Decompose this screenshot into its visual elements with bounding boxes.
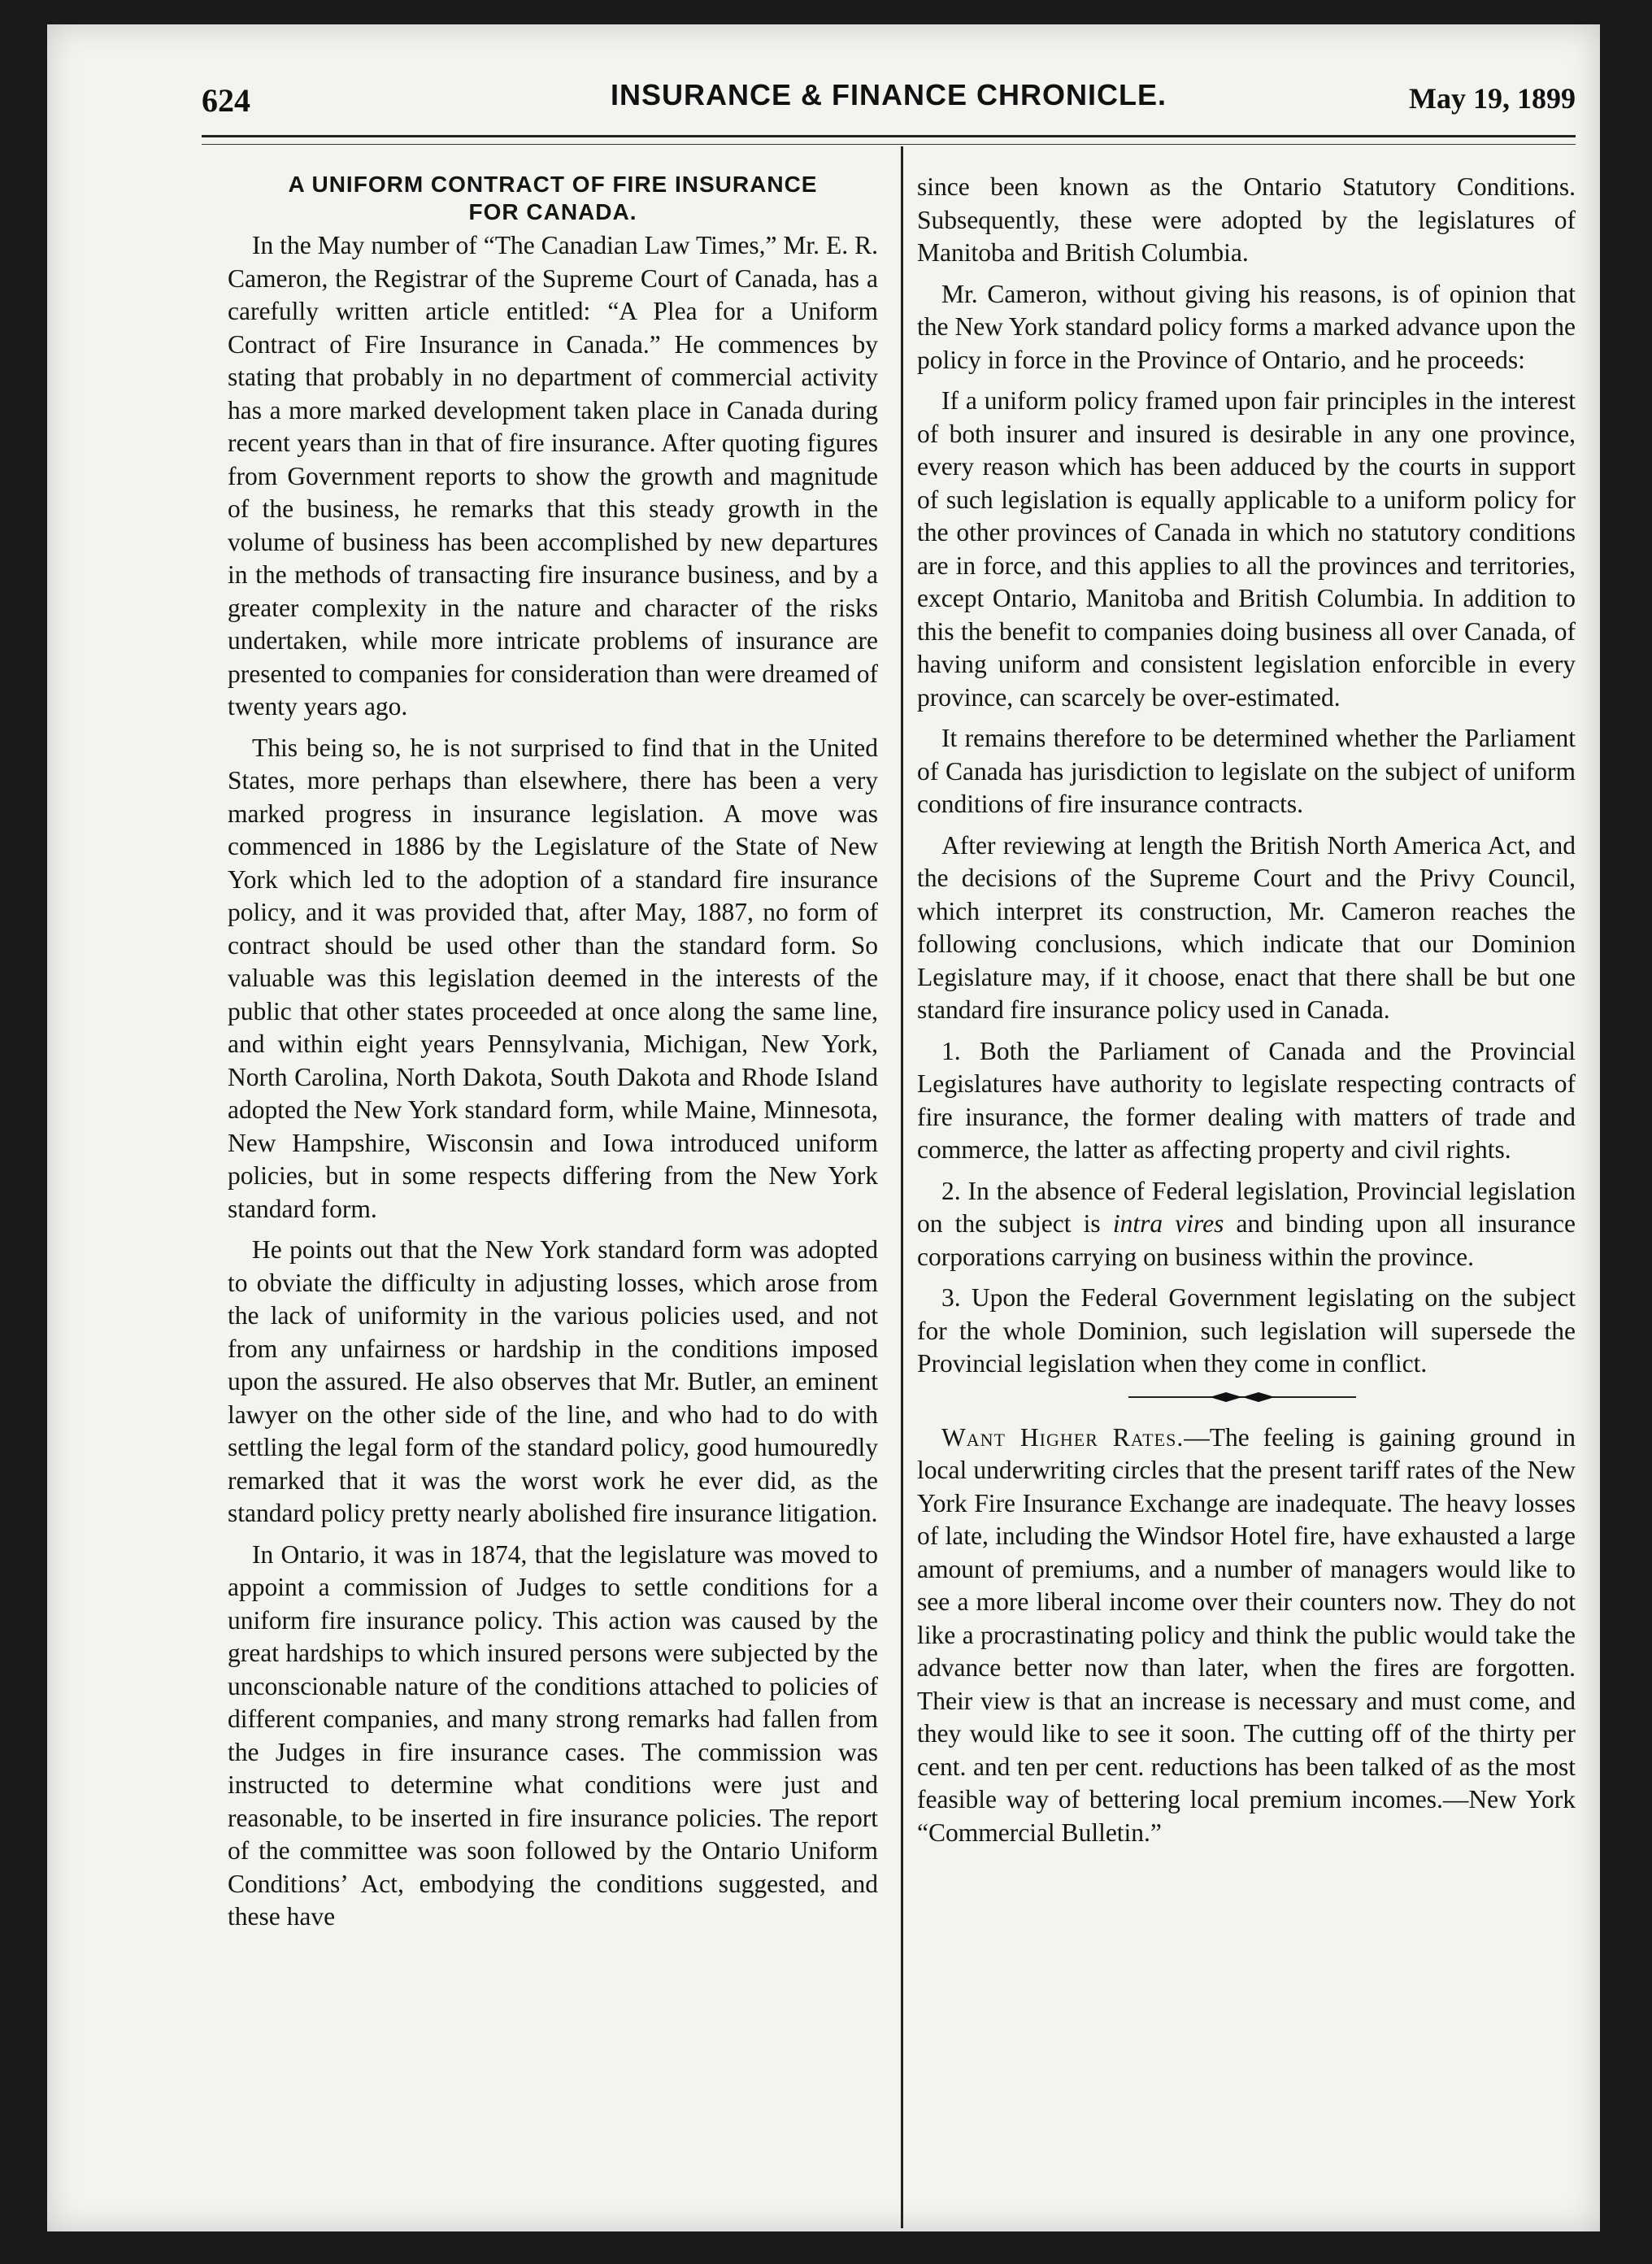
conclusion-2-text-end: and binding upon all insurance corporations carrying on business within the province. (917, 1209, 1576, 1271)
conclusion-1: 1. Both the Parliament of Canada and the Provincial Legislatures have authority to legislate respecting contracts of fire insurance, the former dealing with matters of trade and commerce, the latter as affecting property and civil rights. (917, 1036, 1576, 1164)
conclusion-2-italic: intra vires (1112, 1209, 1224, 1238)
issue-date: May 19, 1899 (1409, 82, 1576, 115)
header-rule (202, 135, 1576, 145)
ornament-divider (917, 1389, 1576, 1405)
article-title (228, 171, 878, 226)
article-title-line-1: A UNIFORM CONTRACT OF FIRE INSURANCE (288, 172, 818, 197)
article-paragraph: This being so, he is not surprised to find that in the United States, more perhaps than elsewhere, there has been a very marked progress in insurance legislation. A move was commenced in 1886 by the Legislature of the State of New York which led to the adoption of a standard fire insurance policy, and it was provided that, after May, 1887, no form of contract should be used other than the standard form. So valuable was this legislation deemed in the interests of the public that other states proceeded at once along the same line, and within eight years Pennsylvania, Michigan, New York, North Carolina, North Dakota, South Dakota and Rhode Island adopted the New York standard form, while Maine, Minnesota, New Hampshire, Wisconsin and Iowa introduced uniform policies, but in some respects differing from the New York standard form. (228, 733, 878, 1223)
conclusion-3: 3. Upon the Federal Government legislating on the subject for the whole Dominion, such legislation will supersede the Provincial legislation when they come in conflict. (917, 1283, 1576, 1378)
article-paragraph-continued: since been known as the Ontario Statutory Conditions. Subsequently, these were adopted by the legislatures of Manitoba and British Columbia. (917, 172, 1576, 267)
newspaper-page (47, 24, 1600, 2231)
journal-title: INSURANCE & FINANCE CHRONICLE. (610, 78, 1167, 111)
conclusion-2-text: 2. In the absence of Federal legislation, Provincial legislation on the subject is (917, 1176, 1576, 1238)
page-number: 624 (202, 82, 250, 119)
article-paragraph: Mr. Cameron, without giving his reasons, is of opinion that the New York standard policy forms a marked advance upon the policy in force in the Province of Ontario, and he proceeds: (917, 279, 1576, 374)
article-paragraph: In Ontario, it was in 1874, that the legislature was moved to appoint a commission of Judges to settle conditions for a uniform fire insurance policy. This action was caused by the great hardships to which insured persons were subjected by the unconscionable nature of the conditions attached to policies of different companies, and many strong remarks had fallen from the Judges in fire insurance cases. The commission was instructed to determine what conditions were just and reasonable, to be inserted in fire insurance policies. The report of the committee was soon followed by the Ontario Uniform Conditions’ Act, embodying the conditions suggested, and these have (228, 1539, 878, 1931)
article-title-line-2: FOR CANADA. (468, 199, 637, 224)
ornament-divider-icon (1128, 1389, 1356, 1405)
article-paragraph: In the May number of “The Canadian Law Times,” Mr. E. R. Cameron, the Registrar of the Supreme Court of Canada, has a carefully written article entitled: “A Plea for a Uniform Contract of Fire Insurance in Canada.” He commences by stating that probably in no department of commercial activity has a more marked development taken place in Canada during recent years than in that of fire insurance. After quoting figures from Government reports to show the growth and magnitude of the business, he remarks that this steady growth in the volume of business has been accomplished by new departures in the methods of transacting fire insurance business, and by a greater complexity in the nature and character of the risks undertaken, while more intricate problems of insurance are presented to companies for consideration than were dreamed of twenty years ago. (228, 231, 878, 721)
page-header (202, 78, 1576, 124)
article-paragraph: He points out that the New York standard form was adopted to obviate the difficulty in adjusting losses, which arose from the lack of uniformity in the various policies used, and not from any unfairness or hardship in the conditions imposed upon the assured. He also observes that Mr. Butler, an eminent lawyer on the other side of the line, and who had to do with settling the legal form of the standard policy, good humouredly remarked that it was the worst work he ever did, as the standard policy pretty nearly abolished fire insurance litigation. (228, 1235, 878, 1527)
right-column (917, 171, 1576, 1857)
quoted-paragraph: It remains therefore to be determined whether the Parliament of Canada has jurisdiction to legislate on the subject of uniform conditions of fire insurance contracts. (917, 724, 1576, 818)
left-column (228, 171, 878, 1942)
news-item-body: —The feeling is gaining ground in local underwriting circles that the present tariff rates of the New York Fire Insurance Exchange are inadequate. The heavy losses of late, including the Windsor Hotel fire, have exhausted a large amount of premiums, and a number of managers would like to see a more liberal income over their counters now. They do not like a procrastinating policy and think the public would take the advance better now than later, when the fires are forgotten. Their view is that an increase is necessary and must come, and they would like to see it soon. The cutting off of the thirty per cent. and ten per cent. reductions has been talked of as the most feasible way of bettering local premium incomes.—New York “Commercial Bulletin.” (917, 1422, 1576, 1847)
news-item-lead: Want Higher Rates. (941, 1422, 1185, 1452)
quoted-paragraph: If a uniform policy framed upon fair principles in the interest of both insurer and insured is desirable in any one province, every reason which has been adduced by the courts in support of such legislation is equally applicable to a uniform policy for the other provinces of Canada in which no statutory conditions are in force, and this applies to all the provinces and territories, except Ontario, Manitoba and British Columbia. In addition to this the benefit to companies doing business all over Canada, of having uniform and consistent legislation enforcible in every province, can scarcely be over-estimated. (917, 386, 1576, 712)
news-item (917, 1422, 1576, 1850)
column-divider (901, 146, 903, 2228)
article-paragraph: After reviewing at length the British North America Act, and the decisions of the Supreme Court and the Privy Council, which interpret its construction, Mr. Cameron reaches the following conclusions, which indicate that our Dominion Legislature may, if it choose, enact that there shall be but one standard fire insurance policy used in Canada. (917, 830, 1576, 1024)
conclusion-2 (917, 1175, 1576, 1274)
